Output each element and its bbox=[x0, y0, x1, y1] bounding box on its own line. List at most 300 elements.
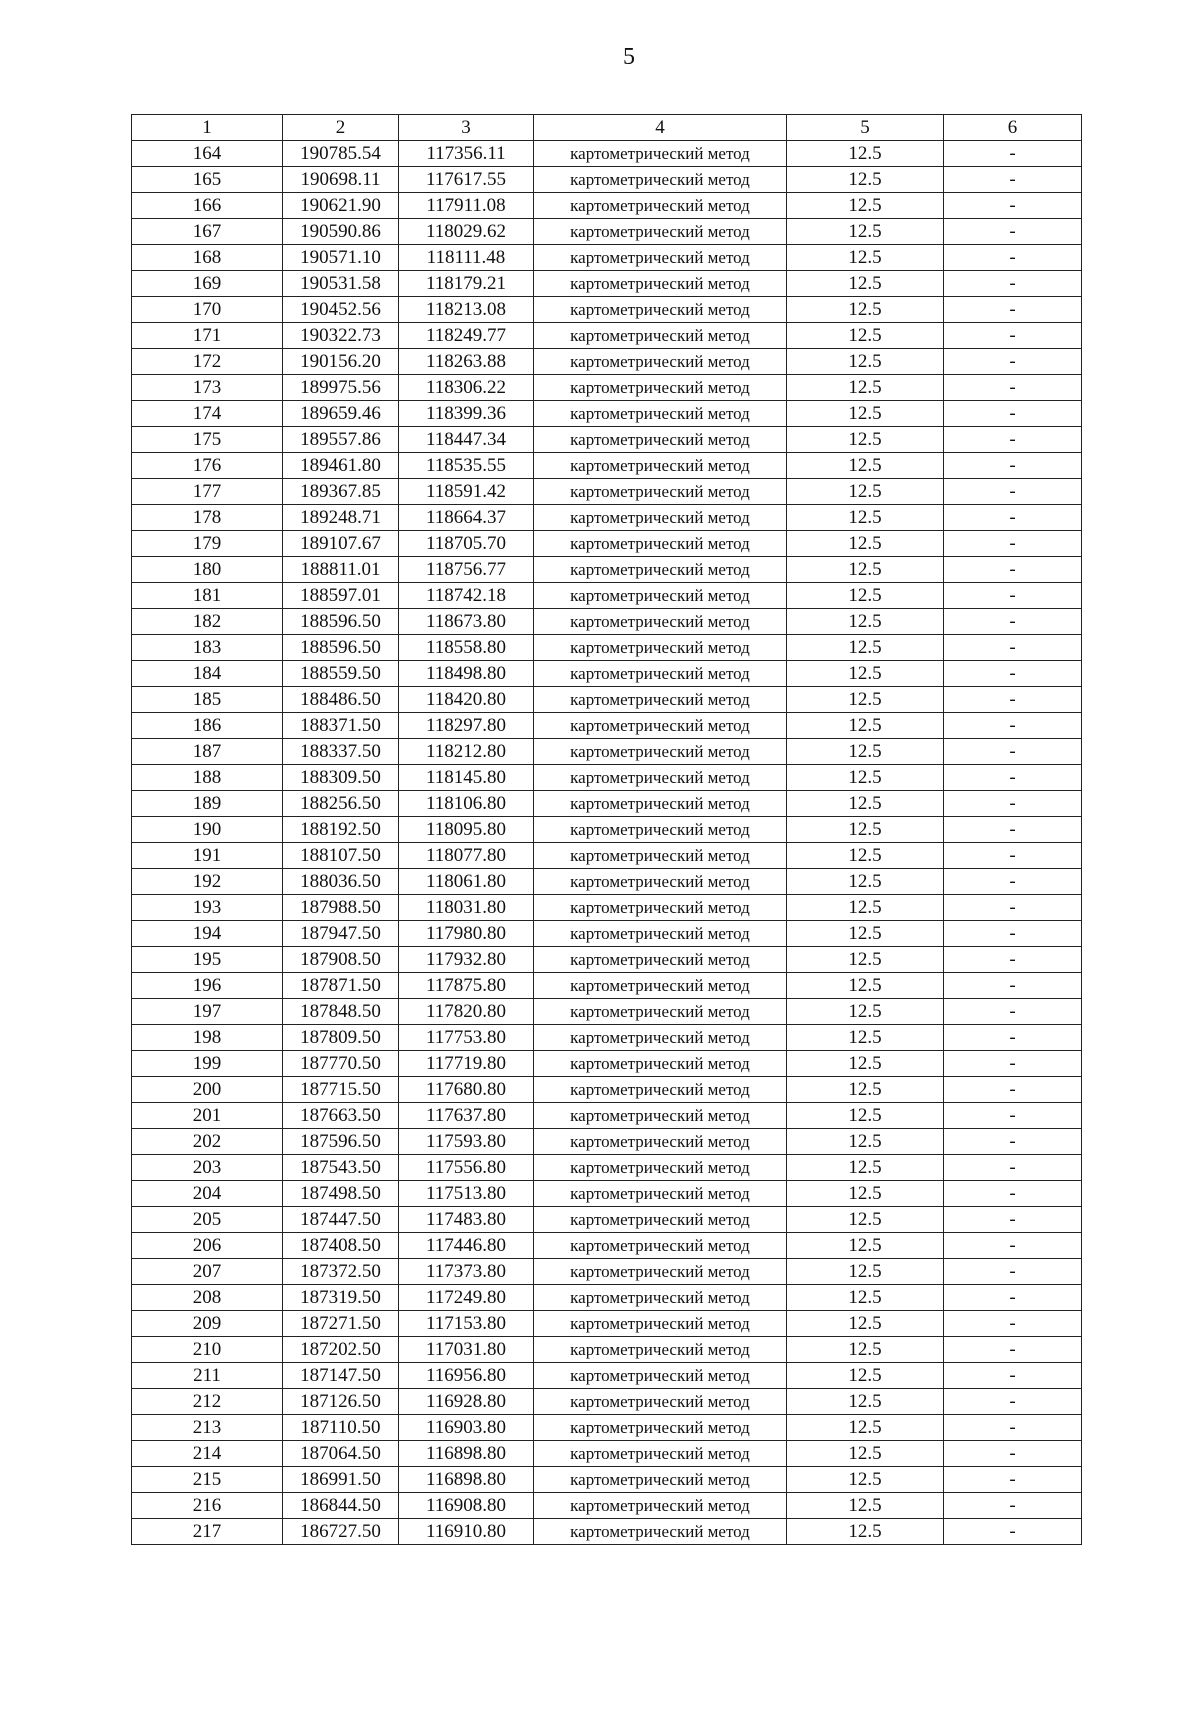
table-cell: - bbox=[944, 973, 1082, 999]
table-cell: - bbox=[944, 1207, 1082, 1233]
table-cell: 170 bbox=[132, 297, 283, 323]
table-cell: 117513.80 bbox=[399, 1181, 534, 1207]
table-cell: 189557.86 bbox=[283, 427, 399, 453]
table-cell: 187110.50 bbox=[283, 1415, 399, 1441]
table-cell: 173 bbox=[132, 375, 283, 401]
table-cell: 118179.21 bbox=[399, 271, 534, 297]
table-row bbox=[132, 557, 1082, 583]
table-cell: 187271.50 bbox=[283, 1311, 399, 1337]
table-cell: картометрический метод bbox=[534, 895, 787, 921]
table-cell: 12.5 bbox=[787, 245, 944, 271]
table-row bbox=[132, 1337, 1082, 1363]
table-cell: - bbox=[944, 1155, 1082, 1181]
table-cell: 12.5 bbox=[787, 635, 944, 661]
table-cell: - bbox=[944, 271, 1082, 297]
table-cell: 12.5 bbox=[787, 583, 944, 609]
table-cell: 187319.50 bbox=[283, 1285, 399, 1311]
table-cell: 187663.50 bbox=[283, 1103, 399, 1129]
table-cell: 117373.80 bbox=[399, 1259, 534, 1285]
table-cell: 117980.80 bbox=[399, 921, 534, 947]
table-cell: 217 bbox=[132, 1519, 283, 1545]
table-cell: 209 bbox=[132, 1311, 283, 1337]
table-row bbox=[132, 1155, 1082, 1181]
table-cell: 117875.80 bbox=[399, 973, 534, 999]
table-cell: 164 bbox=[132, 141, 283, 167]
table-cell: 118095.80 bbox=[399, 817, 534, 843]
table-cell: - bbox=[944, 635, 1082, 661]
table-cell: 12.5 bbox=[787, 1441, 944, 1467]
column-header: 1 bbox=[132, 115, 283, 141]
table-cell: - bbox=[944, 323, 1082, 349]
table-cell: - bbox=[944, 1077, 1082, 1103]
table-cell: 190531.58 bbox=[283, 271, 399, 297]
table-cell: 12.5 bbox=[787, 297, 944, 323]
table-cell: картометрический метод bbox=[534, 713, 787, 739]
table-cell: - bbox=[944, 505, 1082, 531]
table-row bbox=[132, 271, 1082, 297]
table-row bbox=[132, 1025, 1082, 1051]
table-row bbox=[132, 1389, 1082, 1415]
table-cell: 187202.50 bbox=[283, 1337, 399, 1363]
table-row bbox=[132, 245, 1082, 271]
table-cell: 174 bbox=[132, 401, 283, 427]
table-cell: 187408.50 bbox=[283, 1233, 399, 1259]
table-row bbox=[132, 1181, 1082, 1207]
table-cell: картометрический метод bbox=[534, 1103, 787, 1129]
table-cell: 188371.50 bbox=[283, 713, 399, 739]
table-cell: картометрический метод bbox=[534, 947, 787, 973]
table-cell: 187871.50 bbox=[283, 973, 399, 999]
table-cell: 12.5 bbox=[787, 713, 944, 739]
table-cell: - bbox=[944, 687, 1082, 713]
table-cell: 12.5 bbox=[787, 531, 944, 557]
table-cell: 189975.56 bbox=[283, 375, 399, 401]
table-cell: 117753.80 bbox=[399, 1025, 534, 1051]
table-cell: 12.5 bbox=[787, 1259, 944, 1285]
table-row bbox=[132, 1103, 1082, 1129]
table-cell: 190698.11 bbox=[283, 167, 399, 193]
table-row bbox=[132, 1441, 1082, 1467]
column-header: 5 bbox=[787, 115, 944, 141]
table-cell: 188486.50 bbox=[283, 687, 399, 713]
table-cell: картометрический метод bbox=[534, 141, 787, 167]
table-row bbox=[132, 1311, 1082, 1337]
table-cell: 169 bbox=[132, 271, 283, 297]
table-cell: 188337.50 bbox=[283, 739, 399, 765]
table-cell: 188256.50 bbox=[283, 791, 399, 817]
table-cell: 118061.80 bbox=[399, 869, 534, 895]
table-cell: 175 bbox=[132, 427, 283, 453]
table-cell: 12.5 bbox=[787, 167, 944, 193]
table-cell: - bbox=[944, 1363, 1082, 1389]
table-cell: - bbox=[944, 297, 1082, 323]
table-row bbox=[132, 401, 1082, 427]
table-cell: 12.5 bbox=[787, 1311, 944, 1337]
table-cell: 12.5 bbox=[787, 401, 944, 427]
table-row bbox=[132, 453, 1082, 479]
table-cell: - bbox=[944, 739, 1082, 765]
table-cell: 118664.37 bbox=[399, 505, 534, 531]
page-number: 5 bbox=[623, 44, 635, 70]
table-cell: 188596.50 bbox=[283, 609, 399, 635]
table-cell: 187543.50 bbox=[283, 1155, 399, 1181]
table-cell: 117249.80 bbox=[399, 1285, 534, 1311]
table-cell: - bbox=[944, 1415, 1082, 1441]
table-cell: 12.5 bbox=[787, 375, 944, 401]
table-cell: картометрический метод bbox=[534, 817, 787, 843]
table-cell: картометрический метод bbox=[534, 453, 787, 479]
table-cell: 117153.80 bbox=[399, 1311, 534, 1337]
table-cell: 214 bbox=[132, 1441, 283, 1467]
table-cell: - bbox=[944, 1181, 1082, 1207]
table-cell: картометрический метод bbox=[534, 765, 787, 791]
table-header-row bbox=[132, 115, 1082, 141]
table-row bbox=[132, 1077, 1082, 1103]
table-cell: 188597.01 bbox=[283, 583, 399, 609]
table-cell: - bbox=[944, 1025, 1082, 1051]
table-cell: - bbox=[944, 869, 1082, 895]
table-row bbox=[132, 921, 1082, 947]
table-row bbox=[132, 1363, 1082, 1389]
table-cell: картометрический метод bbox=[534, 1337, 787, 1363]
table-cell: 12.5 bbox=[787, 869, 944, 895]
table-cell: 117556.80 bbox=[399, 1155, 534, 1181]
table-cell: 186844.50 bbox=[283, 1493, 399, 1519]
table-cell: - bbox=[944, 1285, 1082, 1311]
table-cell: - bbox=[944, 1389, 1082, 1415]
table-cell: 188036.50 bbox=[283, 869, 399, 895]
table-row bbox=[132, 1233, 1082, 1259]
table-cell: 117820.80 bbox=[399, 999, 534, 1025]
table-cell: 187498.50 bbox=[283, 1181, 399, 1207]
table-cell: 118705.70 bbox=[399, 531, 534, 557]
table-cell: 187908.50 bbox=[283, 947, 399, 973]
table-cell: 118756.77 bbox=[399, 557, 534, 583]
table-cell: 117031.80 bbox=[399, 1337, 534, 1363]
table-cell: картометрический метод bbox=[534, 531, 787, 557]
table-cell: 196 bbox=[132, 973, 283, 999]
table-cell: 182 bbox=[132, 609, 283, 635]
table-cell: - bbox=[944, 791, 1082, 817]
table-cell: 12.5 bbox=[787, 349, 944, 375]
table-row bbox=[132, 843, 1082, 869]
table-cell: 117932.80 bbox=[399, 947, 534, 973]
table-cell: 12.5 bbox=[787, 1337, 944, 1363]
table-row bbox=[132, 531, 1082, 557]
table-row bbox=[132, 323, 1082, 349]
table-row bbox=[132, 193, 1082, 219]
table-cell: - bbox=[944, 167, 1082, 193]
table-cell: 12.5 bbox=[787, 1129, 944, 1155]
table-cell: - bbox=[944, 921, 1082, 947]
table-cell: 12.5 bbox=[787, 141, 944, 167]
table-cell: 187988.50 bbox=[283, 895, 399, 921]
table-cell: 193 bbox=[132, 895, 283, 921]
table-cell: 190452.56 bbox=[283, 297, 399, 323]
table-row bbox=[132, 1415, 1082, 1441]
column-header: 6 bbox=[944, 115, 1082, 141]
table-cell: картометрический метод bbox=[534, 1259, 787, 1285]
table-cell: - bbox=[944, 583, 1082, 609]
table-cell: 205 bbox=[132, 1207, 283, 1233]
table-cell: 187715.50 bbox=[283, 1077, 399, 1103]
table-cell: 187064.50 bbox=[283, 1441, 399, 1467]
table-cell: 118031.80 bbox=[399, 895, 534, 921]
table-cell: картометрический метод bbox=[534, 583, 787, 609]
table-cell: 186 bbox=[132, 713, 283, 739]
table-cell: - bbox=[944, 661, 1082, 687]
table-row bbox=[132, 1493, 1082, 1519]
table-cell: 12.5 bbox=[787, 791, 944, 817]
table-row bbox=[132, 167, 1082, 193]
table-cell: 203 bbox=[132, 1155, 283, 1181]
table-row bbox=[132, 583, 1082, 609]
table-cell: 190621.90 bbox=[283, 193, 399, 219]
table-cell: 118297.80 bbox=[399, 713, 534, 739]
table-cell: картометрический метод bbox=[534, 687, 787, 713]
table-cell: 12.5 bbox=[787, 609, 944, 635]
table-cell: 183 bbox=[132, 635, 283, 661]
table-cell: 12.5 bbox=[787, 817, 944, 843]
table-cell: 192 bbox=[132, 869, 283, 895]
table-cell: картометрический метод bbox=[534, 219, 787, 245]
table-cell: 12.5 bbox=[787, 219, 944, 245]
table-cell: картометрический метод bbox=[534, 1467, 787, 1493]
table-cell: 118498.80 bbox=[399, 661, 534, 687]
table-cell: 117356.11 bbox=[399, 141, 534, 167]
table-cell: картометрический метод bbox=[534, 609, 787, 635]
table-cell: 12.5 bbox=[787, 999, 944, 1025]
table-cell: картометрический метод bbox=[534, 1415, 787, 1441]
table-cell: 118742.18 bbox=[399, 583, 534, 609]
table-cell: - bbox=[944, 1467, 1082, 1493]
table-cell: картометрический метод bbox=[534, 1025, 787, 1051]
table-cell: картометрический метод bbox=[534, 323, 787, 349]
table-cell: 12.5 bbox=[787, 193, 944, 219]
table-cell: 189367.85 bbox=[283, 479, 399, 505]
table-cell: 190590.86 bbox=[283, 219, 399, 245]
table-cell: 176 bbox=[132, 453, 283, 479]
table-row bbox=[132, 479, 1082, 505]
table-cell: 189107.67 bbox=[283, 531, 399, 557]
table-row bbox=[132, 1519, 1082, 1545]
table-row bbox=[132, 1467, 1082, 1493]
table-cell: - bbox=[944, 479, 1082, 505]
table-cell: картометрический метод bbox=[534, 635, 787, 661]
table-cell: 118145.80 bbox=[399, 765, 534, 791]
table-cell: 118399.36 bbox=[399, 401, 534, 427]
table-cell: - bbox=[944, 947, 1082, 973]
table-cell: 168 bbox=[132, 245, 283, 271]
table-row bbox=[132, 1129, 1082, 1155]
table-cell: 188192.50 bbox=[283, 817, 399, 843]
table-cell: картометрический метод bbox=[534, 193, 787, 219]
table-cell: - bbox=[944, 401, 1082, 427]
table-cell: 116898.80 bbox=[399, 1467, 534, 1493]
table-row bbox=[132, 1207, 1082, 1233]
table-cell: 181 bbox=[132, 583, 283, 609]
table-row bbox=[132, 973, 1082, 999]
table-cell: 12.5 bbox=[787, 1415, 944, 1441]
table-cell: 116910.80 bbox=[399, 1519, 534, 1545]
table-cell: 187809.50 bbox=[283, 1025, 399, 1051]
table-cell: 12.5 bbox=[787, 921, 944, 947]
table-cell: 171 bbox=[132, 323, 283, 349]
table-cell: 212 bbox=[132, 1389, 283, 1415]
table-cell: - bbox=[944, 375, 1082, 401]
table-cell: 187447.50 bbox=[283, 1207, 399, 1233]
table-cell: 118558.80 bbox=[399, 635, 534, 661]
table-cell: 185 bbox=[132, 687, 283, 713]
table-cell: 12.5 bbox=[787, 843, 944, 869]
table-cell: 188596.50 bbox=[283, 635, 399, 661]
table-cell: 12.5 bbox=[787, 947, 944, 973]
table-cell: 211 bbox=[132, 1363, 283, 1389]
table-row bbox=[132, 895, 1082, 921]
table-cell: 116908.80 bbox=[399, 1493, 534, 1519]
table-cell: 187126.50 bbox=[283, 1389, 399, 1415]
table-cell: 179 bbox=[132, 531, 283, 557]
table-cell: 189659.46 bbox=[283, 401, 399, 427]
table-cell: 197 bbox=[132, 999, 283, 1025]
table-cell: 12.5 bbox=[787, 687, 944, 713]
table-cell: 12.5 bbox=[787, 895, 944, 921]
table-cell: 188811.01 bbox=[283, 557, 399, 583]
table-cell: - bbox=[944, 609, 1082, 635]
table-cell: 118591.42 bbox=[399, 479, 534, 505]
table-cell: - bbox=[944, 1259, 1082, 1285]
column-header: 2 bbox=[283, 115, 399, 141]
table-row bbox=[132, 375, 1082, 401]
table-cell: 190571.10 bbox=[283, 245, 399, 271]
table-cell: - bbox=[944, 843, 1082, 869]
table-cell: 12.5 bbox=[787, 271, 944, 297]
table-cell: 118263.88 bbox=[399, 349, 534, 375]
table-cell: 116928.80 bbox=[399, 1389, 534, 1415]
table-cell: 117911.08 bbox=[399, 193, 534, 219]
table-cell: 187848.50 bbox=[283, 999, 399, 1025]
table-cell: 12.5 bbox=[787, 453, 944, 479]
table-cell: 12.5 bbox=[787, 479, 944, 505]
table-row bbox=[132, 635, 1082, 661]
table-cell: 118249.77 bbox=[399, 323, 534, 349]
table-cell: картометрический метод bbox=[534, 869, 787, 895]
table-cell: картометрический метод bbox=[534, 739, 787, 765]
table-row bbox=[132, 219, 1082, 245]
table-body bbox=[132, 141, 1082, 1545]
table-cell: картометрический метод bbox=[534, 973, 787, 999]
table-cell: картометрический метод bbox=[534, 661, 787, 687]
table-row bbox=[132, 141, 1082, 167]
table-cell: - bbox=[944, 141, 1082, 167]
table-cell: 188559.50 bbox=[283, 661, 399, 687]
table-cell: 118420.80 bbox=[399, 687, 534, 713]
table-cell: - bbox=[944, 245, 1082, 271]
table-cell: 12.5 bbox=[787, 973, 944, 999]
table-cell: 118447.34 bbox=[399, 427, 534, 453]
table-cell: 191 bbox=[132, 843, 283, 869]
table-cell: - bbox=[944, 1103, 1082, 1129]
table-cell: - bbox=[944, 1441, 1082, 1467]
table-cell: картометрический метод bbox=[534, 401, 787, 427]
table-cell: 117637.80 bbox=[399, 1103, 534, 1129]
table-cell: 178 bbox=[132, 505, 283, 531]
table-cell: 12.5 bbox=[787, 765, 944, 791]
table-cell: 12.5 bbox=[787, 1363, 944, 1389]
table-cell: 12.5 bbox=[787, 323, 944, 349]
table-cell: 12.5 bbox=[787, 1493, 944, 1519]
table-cell: 12.5 bbox=[787, 1389, 944, 1415]
table-cell: картометрический метод bbox=[534, 1285, 787, 1311]
table-cell: 216 bbox=[132, 1493, 283, 1519]
table-cell: - bbox=[944, 765, 1082, 791]
table-row bbox=[132, 947, 1082, 973]
table-cell: - bbox=[944, 713, 1082, 739]
table-cell: 12.5 bbox=[787, 505, 944, 531]
table-cell: картометрический метод bbox=[534, 375, 787, 401]
table-cell: 187147.50 bbox=[283, 1363, 399, 1389]
table-cell: 12.5 bbox=[787, 1155, 944, 1181]
table-row bbox=[132, 713, 1082, 739]
table-cell: 12.5 bbox=[787, 739, 944, 765]
table-cell: - bbox=[944, 895, 1082, 921]
table-cell: картометрический метод bbox=[534, 557, 787, 583]
table-cell: 195 bbox=[132, 947, 283, 973]
table-cell: - bbox=[944, 1129, 1082, 1155]
table-cell: 188309.50 bbox=[283, 765, 399, 791]
table-cell: 118213.08 bbox=[399, 297, 534, 323]
table-cell: 200 bbox=[132, 1077, 283, 1103]
table-cell: 118106.80 bbox=[399, 791, 534, 817]
table-cell: 12.5 bbox=[787, 427, 944, 453]
table-row bbox=[132, 349, 1082, 375]
table-cell: картометрический метод bbox=[534, 843, 787, 869]
table-cell: 190156.20 bbox=[283, 349, 399, 375]
table-cell: 186727.50 bbox=[283, 1519, 399, 1545]
column-header: 4 bbox=[534, 115, 787, 141]
table-cell: 187596.50 bbox=[283, 1129, 399, 1155]
table-cell: 117617.55 bbox=[399, 167, 534, 193]
table-cell: 177 bbox=[132, 479, 283, 505]
table-cell: - bbox=[944, 1051, 1082, 1077]
table-cell: - bbox=[944, 193, 1082, 219]
column-header: 3 bbox=[399, 115, 534, 141]
table-cell: 167 bbox=[132, 219, 283, 245]
table-cell: 187372.50 bbox=[283, 1259, 399, 1285]
table-row bbox=[132, 817, 1082, 843]
table-cell: 118077.80 bbox=[399, 843, 534, 869]
table-cell: 215 bbox=[132, 1467, 283, 1493]
table-row bbox=[132, 999, 1082, 1025]
table-cell: 189248.71 bbox=[283, 505, 399, 531]
table-cell: картометрический метод bbox=[534, 1077, 787, 1103]
table-cell: картометрический метод bbox=[534, 1129, 787, 1155]
table-cell: 118306.22 bbox=[399, 375, 534, 401]
table-cell: картометрический метод bbox=[534, 1207, 787, 1233]
table-cell: 189461.80 bbox=[283, 453, 399, 479]
table-cell: - bbox=[944, 219, 1082, 245]
table-cell: - bbox=[944, 817, 1082, 843]
table-cell: 118111.48 bbox=[399, 245, 534, 271]
table-row bbox=[132, 505, 1082, 531]
table-cell: 117593.80 bbox=[399, 1129, 534, 1155]
table-cell: 117680.80 bbox=[399, 1077, 534, 1103]
table-cell: 12.5 bbox=[787, 1025, 944, 1051]
table-row bbox=[132, 869, 1082, 895]
table-cell: картометрический метод bbox=[534, 297, 787, 323]
table-cell: картометрический метод bbox=[534, 245, 787, 271]
table-cell: 12.5 bbox=[787, 1077, 944, 1103]
